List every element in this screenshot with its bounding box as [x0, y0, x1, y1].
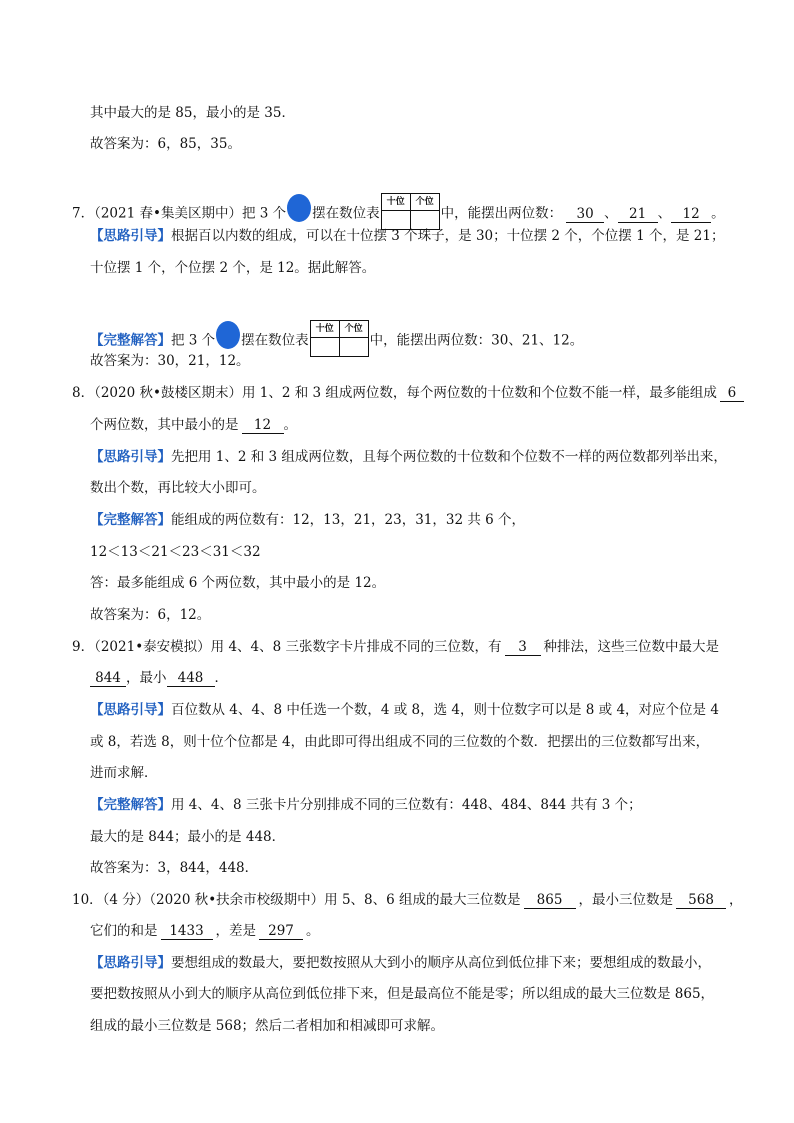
- answer-text: 用 4、4、8 三张卡片分别排成不同的三位数有：448、484、844 共有 3 个；: [171, 797, 642, 813]
- question-10: [72, 891, 743, 909]
- answer-blank: 844: [90, 671, 126, 687]
- q8-answer-cont: 答：最多能组成 6 个两位数，其中最小的是 12。: [90, 575, 386, 591]
- solution-text-line: 其中最大的是 85，最小的是 35．: [90, 105, 295, 121]
- answer-blank: 30: [566, 207, 604, 223]
- q7-mid: 摆在数位表: [312, 205, 380, 222]
- answer-blank: 3: [505, 640, 541, 656]
- question-7: [72, 191, 725, 228]
- q8-answer: [90, 511, 525, 529]
- hint-tag: 【思路引导】: [90, 702, 171, 718]
- answer-text: 能组成的两位数有：12，13，21，23，31，32 共 6 个，: [171, 512, 526, 528]
- answer-blank: 1433: [161, 924, 213, 940]
- place-value-table: [381, 193, 440, 230]
- answer-blank: 448: [167, 671, 215, 687]
- q9-line2: [90, 669, 228, 687]
- answer-blank: 297: [259, 924, 303, 940]
- separator: 、: [604, 205, 618, 222]
- q7-answer: [90, 318, 583, 355]
- bead-circle-icon: [287, 194, 311, 222]
- answer-mid: 摆在数位表: [241, 332, 309, 349]
- ones-header: 个位: [339, 321, 368, 338]
- tens-cell: [310, 338, 339, 357]
- q8-final: 故答案为：6，12。: [90, 607, 211, 623]
- answer-tag: 【完整解答】: [90, 797, 171, 813]
- place-value-table: [310, 320, 369, 357]
- period: 。: [283, 417, 297, 433]
- period: 。: [306, 923, 320, 939]
- q7-prefix: 7．（2021 春•集美区期中）把 3 个: [72, 205, 287, 222]
- answer-blank: 865: [524, 893, 576, 909]
- answer-blank: 12: [671, 207, 711, 223]
- answer-blank: 12: [242, 418, 284, 434]
- tens-header: 十位: [381, 194, 410, 211]
- q9-text: 种排法，这些三位数中最大是: [543, 639, 720, 655]
- hint-text: 先把用 1、2 和 3 组成两位数，且每个两位数的十位数和个位数不一样的两位数都列举出来，: [171, 449, 727, 465]
- hint-tag: 【思路引导】: [90, 449, 171, 465]
- q8-hint-cont: 数出个数，再比较大小即可。: [90, 480, 266, 496]
- q7-hint-cont: 十位摆 1 个，个位摆 2 个，是 12。据此解答。: [90, 260, 376, 276]
- hint-text: 要想组成的数最大，要把数按照从大到小的顺序从高位到低位排下来；要想组成的数最小，: [171, 955, 711, 971]
- hint-text: 根据百以内数的组成，可以在十位摆 3 个珠子，是 30；十位摆 2 个，个位摆 1 个，是 21；: [171, 228, 725, 244]
- tens-header: 十位: [310, 321, 339, 338]
- period: ．: [214, 670, 228, 686]
- q10-line2: [90, 922, 320, 940]
- q8-answer-cont: 12＜13＜21＜23＜31＜32: [90, 544, 261, 560]
- answer-line: 故答案为：6，85，35。: [90, 136, 241, 152]
- q9-hint-cont: 或 8，若选 8，则十位个位都是 4，由此即可得出组成不同的三位数的个数．把摆出的三位数都写出来，: [90, 734, 710, 750]
- q10-hint-cont: 要把数按照从小到大的顺序从高位到低位排下来，但是最高位不能是零；所以组成的最大三位数是 865，: [90, 986, 715, 1002]
- q10-text: 10．（4 分）（2020 秋•扶余市校级期中）用 5、8、6 组成的最大三位数是: [72, 892, 521, 908]
- question-8: [72, 384, 744, 402]
- hint-tag: 【思路引导】: [90, 228, 171, 244]
- answer-blank: 6: [720, 386, 744, 402]
- separator: 、: [657, 205, 672, 222]
- q9-hint-cont: 进而求解．: [90, 765, 158, 781]
- q8-text: 8．（2020 秋•鼓楼区期末）用 1、2 和 3 组成两位数，每个两位数的十位数和个位数不能一样，最多能组成: [72, 385, 717, 401]
- q9-hint: [90, 701, 719, 719]
- question-9: [72, 638, 719, 656]
- q9-text: 9．（2021•泰安模拟）用 4、4、8 三张数字卡片排成不同的三位数，有: [72, 639, 502, 655]
- answer-tag: 【完整解答】: [90, 512, 171, 528]
- ones-header: 个位: [410, 194, 439, 211]
- period: 。: [711, 205, 725, 222]
- answer-blank: 21: [618, 207, 658, 223]
- q8-line2: [90, 416, 297, 434]
- q10-text: ，最小三位数是: [578, 892, 674, 908]
- q8-text: 个两位数，其中最小的是: [90, 417, 239, 433]
- answer-prefix: 把 3 个: [171, 332, 216, 349]
- q8-hint: [90, 448, 727, 466]
- answer-suffix: 中，能摆出两位数：30、21、12。: [369, 332, 584, 349]
- answer-tag: 【完整解答】: [90, 332, 171, 349]
- q9-text: ，最小: [126, 670, 167, 686]
- q10-hint: [90, 954, 711, 972]
- ones-cell: [339, 338, 368, 357]
- hint-tag: 【思路引导】: [90, 955, 171, 971]
- q9-final: 故答案为：3，844，448．: [90, 860, 259, 876]
- q10-text: 它们的和是: [90, 923, 158, 939]
- bead-circle-icon: [216, 321, 240, 349]
- q10-hint-cont: 组成的最小三位数是 568；然后二者相加和相减即可求解。: [90, 1018, 445, 1034]
- q7-hint: [90, 227, 724, 245]
- q7-suffix: 中，能摆出两位数：: [440, 205, 563, 222]
- hint-text: 百位数从 4、4、8 中任选一个数，4 或 8，选 4，则十位数字可以是 8 或 4，对应个位是 4: [171, 702, 719, 718]
- q9-answer-cont: 最大的是 844；最小的是 448．: [90, 829, 286, 845]
- q7-final: 故答案为：30，21，12。: [90, 353, 250, 369]
- q9-answer: [90, 796, 642, 814]
- comma: ，: [729, 892, 743, 908]
- answer-blank: 568: [676, 893, 726, 909]
- q10-text: ，差是: [215, 923, 256, 939]
